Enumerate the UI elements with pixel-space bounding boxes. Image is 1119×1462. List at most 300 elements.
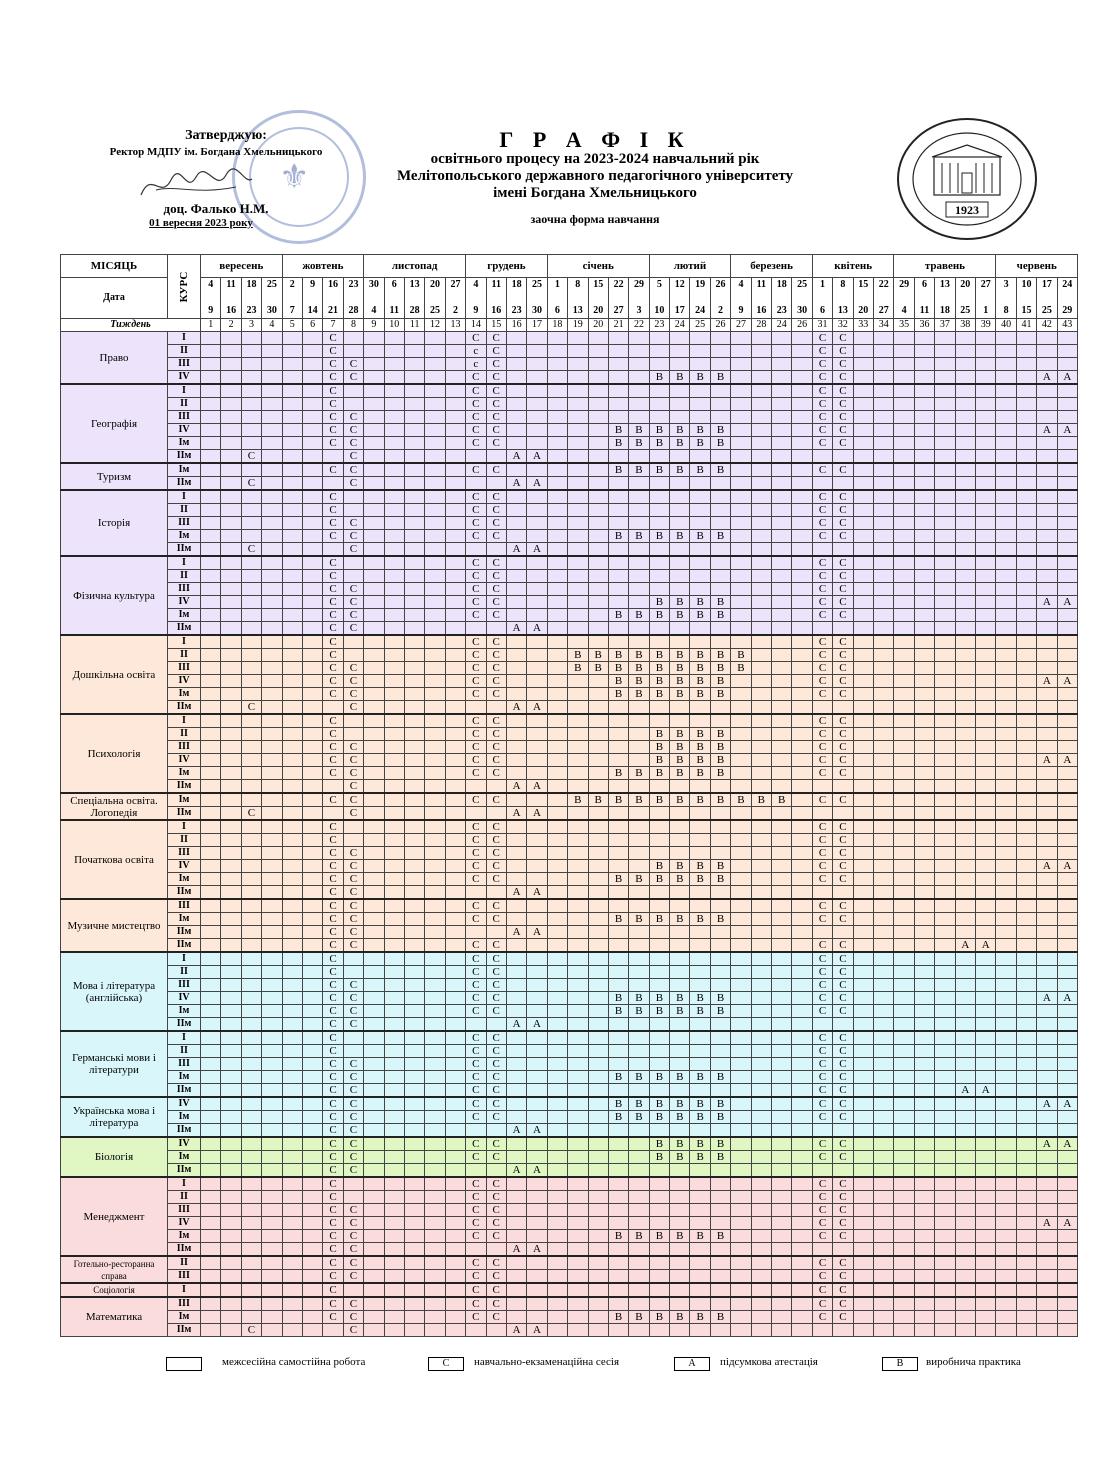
schedule-cell — [547, 570, 567, 583]
week-number: 38 — [955, 319, 975, 332]
schedule-cell: С — [812, 437, 832, 450]
schedule-cell — [568, 1324, 588, 1337]
schedule-cell — [1016, 1297, 1036, 1311]
schedule-cell — [527, 1031, 547, 1045]
schedule-cell: С — [486, 662, 506, 675]
schedule-cell — [302, 675, 322, 688]
schedule-cell: С — [323, 1177, 343, 1191]
schedule-cell — [404, 952, 424, 966]
schedule-cell — [894, 332, 914, 345]
schedule-cell — [874, 398, 894, 411]
schedule-cell — [874, 1217, 894, 1230]
schedule-cell — [629, 332, 649, 345]
schedule-cell — [302, 1058, 322, 1071]
schedule-cell: В — [670, 767, 690, 780]
schedule-cell: С — [466, 371, 486, 385]
schedule-cell — [1016, 411, 1036, 424]
schedule-cell — [955, 1297, 975, 1311]
week-number: 16 — [506, 319, 526, 332]
course-cell: ІІм — [168, 939, 201, 953]
schedule-cell — [282, 1164, 302, 1178]
table-row — [61, 1045, 1078, 1058]
specialty-name: Германські мови і літератури — [61, 1031, 168, 1097]
schedule-cell — [935, 847, 955, 860]
schedule-cell — [201, 622, 221, 636]
schedule-cell — [568, 1031, 588, 1045]
schedule-cell — [690, 1177, 710, 1191]
schedule-cell — [568, 556, 588, 570]
course-cell: ІІм — [168, 780, 201, 794]
schedule-cell — [731, 1111, 751, 1124]
schedule-cell — [1037, 1324, 1057, 1337]
schedule-cell — [547, 437, 567, 450]
schedule-cell: С — [486, 1230, 506, 1243]
schedule-cell — [506, 1311, 526, 1324]
schedule-cell — [1057, 1177, 1077, 1191]
schedule-cell — [751, 1297, 771, 1311]
schedule-cell — [996, 490, 1016, 504]
schedule-cell: В — [710, 754, 730, 767]
schedule-cell — [527, 635, 547, 649]
schedule-cell — [527, 939, 547, 953]
month-cell: лютий — [649, 255, 731, 278]
schedule-cell — [588, 860, 608, 873]
schedule-cell: С — [812, 504, 832, 517]
schedule-cell — [221, 424, 241, 437]
schedule-cell — [364, 450, 384, 464]
schedule-cell: С — [323, 899, 343, 913]
schedule-cell — [282, 793, 302, 807]
schedule-cell — [506, 899, 526, 913]
schedule-cell — [221, 1097, 241, 1111]
schedule-cell — [649, 780, 669, 794]
schedule-cell — [792, 886, 812, 900]
schedule-cell — [996, 992, 1016, 1005]
schedule-cell: В — [608, 793, 628, 807]
schedule-cell — [527, 913, 547, 926]
schedule-cell — [914, 570, 934, 583]
schedule-cell — [404, 450, 424, 464]
schedule-cell — [201, 741, 221, 754]
schedule-cell — [975, 926, 995, 939]
schedule-cell — [262, 596, 282, 609]
date-cell — [1016, 278, 1036, 319]
date-cell — [975, 278, 995, 319]
schedule-cell — [547, 1071, 567, 1084]
schedule-cell — [527, 899, 547, 913]
schedule-cell: С — [323, 860, 343, 873]
schedule-cell — [751, 966, 771, 979]
schedule-cell — [445, 556, 465, 570]
schedule-cell — [588, 1031, 608, 1045]
schedule-cell — [1037, 437, 1057, 450]
schedule-cell — [1016, 450, 1036, 464]
schedule-cell — [241, 728, 261, 741]
schedule-cell: С — [323, 1031, 343, 1045]
schedule-cell — [241, 1031, 261, 1045]
schedule-cell — [241, 358, 261, 371]
week-number: 5 — [282, 319, 302, 332]
schedule-cell — [568, 780, 588, 794]
schedule-cell — [772, 463, 792, 477]
schedule-cell — [506, 1084, 526, 1098]
schedule-cell — [955, 675, 975, 688]
schedule-cell — [772, 1217, 792, 1230]
schedule-cell — [935, 807, 955, 821]
schedule-cell — [751, 517, 771, 530]
schedule-cell — [629, 1324, 649, 1337]
schedule-cell — [731, 530, 751, 543]
schedule-cell — [772, 517, 792, 530]
schedule-cell — [751, 1111, 771, 1124]
schedule-cell: С — [833, 754, 853, 767]
schedule-cell: С — [241, 450, 261, 464]
schedule-cell — [812, 622, 832, 636]
schedule-cell — [201, 1151, 221, 1164]
schedule-cell — [506, 609, 526, 622]
schedule-cell — [384, 662, 404, 675]
course-cell: II — [168, 345, 201, 358]
schedule-cell — [894, 992, 914, 1005]
schedule-cell — [547, 1084, 567, 1098]
schedule-cell — [1016, 543, 1036, 557]
schedule-cell — [996, 1311, 1016, 1324]
schedule-cell — [1016, 1005, 1036, 1018]
schedule-cell — [241, 504, 261, 517]
schedule-cell — [221, 1058, 241, 1071]
schedule-cell — [792, 952, 812, 966]
schedule-cell — [935, 1270, 955, 1284]
schedule-cell — [506, 1031, 526, 1045]
schedule-cell — [384, 701, 404, 715]
schedule-cell — [914, 1151, 934, 1164]
date-cell — [955, 278, 975, 319]
schedule-cell — [588, 1005, 608, 1018]
schedule-cell — [894, 1230, 914, 1243]
schedule-cell — [894, 807, 914, 821]
schedule-cell — [833, 450, 853, 464]
schedule-cell — [772, 1270, 792, 1284]
schedule-cell — [935, 1243, 955, 1257]
schedule-cell — [649, 1191, 669, 1204]
schedule-cell: В — [649, 992, 669, 1005]
schedule-cell: С — [812, 847, 832, 860]
schedule-cell — [853, 913, 873, 926]
schedule-cell — [914, 966, 934, 979]
schedule-cell — [751, 332, 771, 345]
schedule-cell — [506, 1058, 526, 1071]
schedule-cell — [568, 411, 588, 424]
date-end: 30 — [532, 305, 543, 316]
schedule-cell — [751, 714, 771, 728]
schedule-cell — [608, 939, 628, 953]
schedule-cell — [792, 1270, 812, 1284]
schedule-cell — [425, 966, 445, 979]
schedule-cell: С — [833, 939, 853, 953]
schedule-cell — [241, 649, 261, 662]
schedule-cell — [364, 899, 384, 913]
schedule-cell — [649, 847, 669, 860]
schedule-cell — [772, 926, 792, 939]
schedule-cell — [445, 741, 465, 754]
schedule-cell — [874, 1204, 894, 1217]
schedule-cell — [445, 767, 465, 780]
date-start: 11 — [226, 279, 236, 290]
schedule-cell — [1057, 1124, 1077, 1138]
schedule-cell — [241, 635, 261, 649]
schedule-cell: В — [649, 793, 669, 807]
schedule-cell — [690, 1045, 710, 1058]
schedule-cell: С — [812, 728, 832, 741]
schedule-cell — [955, 543, 975, 557]
schedule-cell — [568, 966, 588, 979]
schedule-cell — [547, 793, 567, 807]
schedule-cell — [547, 741, 567, 754]
table-row — [61, 450, 1078, 464]
month-cell: листопад — [364, 255, 466, 278]
schedule-cell — [751, 688, 771, 701]
schedule-cell — [1016, 767, 1036, 780]
table-row — [61, 847, 1078, 860]
schedule-cell — [323, 780, 343, 794]
schedule-cell — [649, 1270, 669, 1284]
schedule-cell — [975, 1151, 995, 1164]
schedule-cell — [731, 688, 751, 701]
schedule-cell — [975, 543, 995, 557]
schedule-cell — [527, 979, 547, 992]
schedule-cell — [731, 596, 751, 609]
schedule-cell — [935, 1084, 955, 1098]
schedule-cell — [527, 384, 547, 398]
schedule-cell: А — [1057, 860, 1077, 873]
schedule-cell — [853, 662, 873, 675]
schedule-cell — [812, 477, 832, 491]
schedule-cell — [935, 1324, 955, 1337]
schedule-cell — [996, 793, 1016, 807]
schedule-cell — [731, 1097, 751, 1111]
schedule-cell: В — [670, 1311, 690, 1324]
schedule-cell — [506, 754, 526, 767]
schedule-cell — [486, 1324, 506, 1337]
schedule-cell — [1016, 1243, 1036, 1257]
schedule-cell — [588, 1297, 608, 1311]
schedule-cell — [874, 767, 894, 780]
schedule-cell — [874, 332, 894, 345]
schedule-cell — [792, 926, 812, 939]
schedule-cell: С — [323, 411, 343, 424]
schedule-cell — [996, 807, 1016, 821]
schedule-cell — [1037, 741, 1057, 754]
schedule-cell — [670, 966, 690, 979]
schedule-cell: С — [343, 517, 363, 530]
schedule-cell — [282, 1217, 302, 1230]
week-number: 11 — [404, 319, 424, 332]
schedule-cell — [201, 1230, 221, 1243]
schedule-cell: С — [343, 424, 363, 437]
schedule-cell — [262, 688, 282, 701]
schedule-cell — [302, 1217, 322, 1230]
schedule-cell — [1057, 490, 1077, 504]
date-end: 11 — [919, 305, 930, 316]
schedule-cell: С — [343, 1270, 363, 1284]
schedule-cell — [710, 899, 730, 913]
schedule-cell — [649, 1217, 669, 1230]
schedule-cell — [710, 543, 730, 557]
schedule-cell: А — [506, 1124, 526, 1138]
schedule-cell — [302, 662, 322, 675]
schedule-cell — [914, 899, 934, 913]
schedule-cell — [772, 1191, 792, 1204]
schedule-cell — [772, 1164, 792, 1178]
schedule-cell — [241, 820, 261, 834]
course-cell: IV — [168, 424, 201, 437]
schedule-cell — [425, 1045, 445, 1058]
schedule-cell — [996, 1177, 1016, 1191]
schedule-cell — [853, 622, 873, 636]
schedule-cell: В — [670, 913, 690, 926]
schedule-cell — [670, 570, 690, 583]
month-cell: травень — [894, 255, 996, 278]
schedule-cell — [608, 622, 628, 636]
schedule-cell: С — [323, 952, 343, 966]
schedule-cell — [384, 1243, 404, 1257]
schedule-cell — [996, 1151, 1016, 1164]
schedule-cell — [527, 358, 547, 371]
schedule-cell — [445, 477, 465, 491]
schedule-cell — [201, 1137, 221, 1151]
schedule-cell: В — [608, 609, 628, 622]
schedule-cell — [568, 345, 588, 358]
schedule-cell — [649, 635, 669, 649]
schedule-cell — [425, 463, 445, 477]
schedule-cell — [343, 714, 363, 728]
schedule-cell — [445, 979, 465, 992]
date-start: 1 — [554, 279, 560, 290]
week-number: 6 — [302, 319, 322, 332]
schedule-cell — [282, 662, 302, 675]
schedule-cell — [710, 1124, 730, 1138]
schedule-cell — [690, 847, 710, 860]
schedule-cell: В — [629, 1071, 649, 1084]
schedule-cell — [894, 886, 914, 900]
schedule-cell — [772, 649, 792, 662]
date-end: 4 — [901, 305, 907, 316]
schedule-cell — [914, 807, 934, 821]
schedule-cell — [364, 886, 384, 900]
schedule-cell — [792, 966, 812, 979]
schedule-cell — [1016, 966, 1036, 979]
schedule-cell — [364, 530, 384, 543]
schedule-cell — [792, 1071, 812, 1084]
schedule-cell: В — [649, 1137, 669, 1151]
schedule-cell — [547, 384, 567, 398]
schedule-cell: В — [690, 424, 710, 437]
schedule-cell — [568, 675, 588, 688]
schedule-cell — [282, 780, 302, 794]
schedule-cell: С — [833, 517, 853, 530]
schedule-cell — [384, 490, 404, 504]
week-number: 41 — [1016, 319, 1036, 332]
schedule-cell — [221, 609, 241, 622]
course-cell: IV — [168, 371, 201, 385]
schedule-cell — [670, 926, 690, 939]
schedule-cell — [1057, 1243, 1077, 1257]
date-cell — [710, 278, 730, 319]
schedule-cell — [343, 1045, 363, 1058]
schedule-cell — [1037, 662, 1057, 675]
schedule-cell: С — [486, 966, 506, 979]
schedule-cell — [731, 583, 751, 596]
schedule-cell: С — [343, 886, 363, 900]
schedule-cell — [1037, 450, 1057, 464]
schedule-cell — [425, 939, 445, 953]
schedule-cell — [914, 504, 934, 517]
schedule-cell — [588, 767, 608, 780]
course-cell: II — [168, 649, 201, 662]
schedule-cell — [506, 979, 526, 992]
month-cell: квітень — [812, 255, 894, 278]
schedule-cell — [282, 1324, 302, 1337]
schedule-cell — [608, 899, 628, 913]
schedule-cell — [914, 371, 934, 385]
schedule-cell: С — [343, 1111, 363, 1124]
schedule-cell — [506, 1297, 526, 1311]
schedule-cell — [445, 398, 465, 411]
schedule-cell — [425, 1058, 445, 1071]
schedule-cell — [935, 701, 955, 715]
schedule-cell — [588, 504, 608, 517]
schedule-cell — [629, 820, 649, 834]
schedule-cell — [364, 662, 384, 675]
schedule-cell — [404, 398, 424, 411]
schedule-cell — [241, 384, 261, 398]
schedule-cell: С — [486, 424, 506, 437]
date-cell — [894, 278, 914, 319]
schedule-cell — [975, 754, 995, 767]
schedule-cell — [853, 384, 873, 398]
schedule-cell — [690, 1124, 710, 1138]
schedule-cell — [282, 1031, 302, 1045]
table-row — [61, 767, 1078, 780]
week-number: 17 — [527, 319, 547, 332]
schedule-cell: А — [506, 450, 526, 464]
date-cell — [914, 278, 934, 319]
schedule-cell — [955, 780, 975, 794]
schedule-cell — [547, 714, 567, 728]
schedule-cell: А — [527, 622, 547, 636]
schedule-cell — [996, 1297, 1016, 1311]
schedule-cell — [914, 992, 934, 1005]
schedule-cell — [690, 345, 710, 358]
schedule-cell — [710, 1297, 730, 1311]
schedule-cell — [975, 490, 995, 504]
schedule-cell — [364, 767, 384, 780]
schedule-cell: В — [670, 688, 690, 701]
schedule-cell — [935, 780, 955, 794]
date-start: 26 — [715, 279, 726, 290]
schedule-cell — [588, 450, 608, 464]
schedule-cell — [404, 1058, 424, 1071]
schedule-cell — [445, 1283, 465, 1297]
schedule-cell: А — [1037, 754, 1057, 767]
schedule-cell — [1016, 979, 1036, 992]
schedule-cell: А — [1037, 1097, 1057, 1111]
schedule-cell — [955, 411, 975, 424]
schedule-cell — [547, 424, 567, 437]
schedule-cell: С — [486, 583, 506, 596]
schedule-cell — [588, 939, 608, 953]
schedule-cell — [547, 873, 567, 886]
